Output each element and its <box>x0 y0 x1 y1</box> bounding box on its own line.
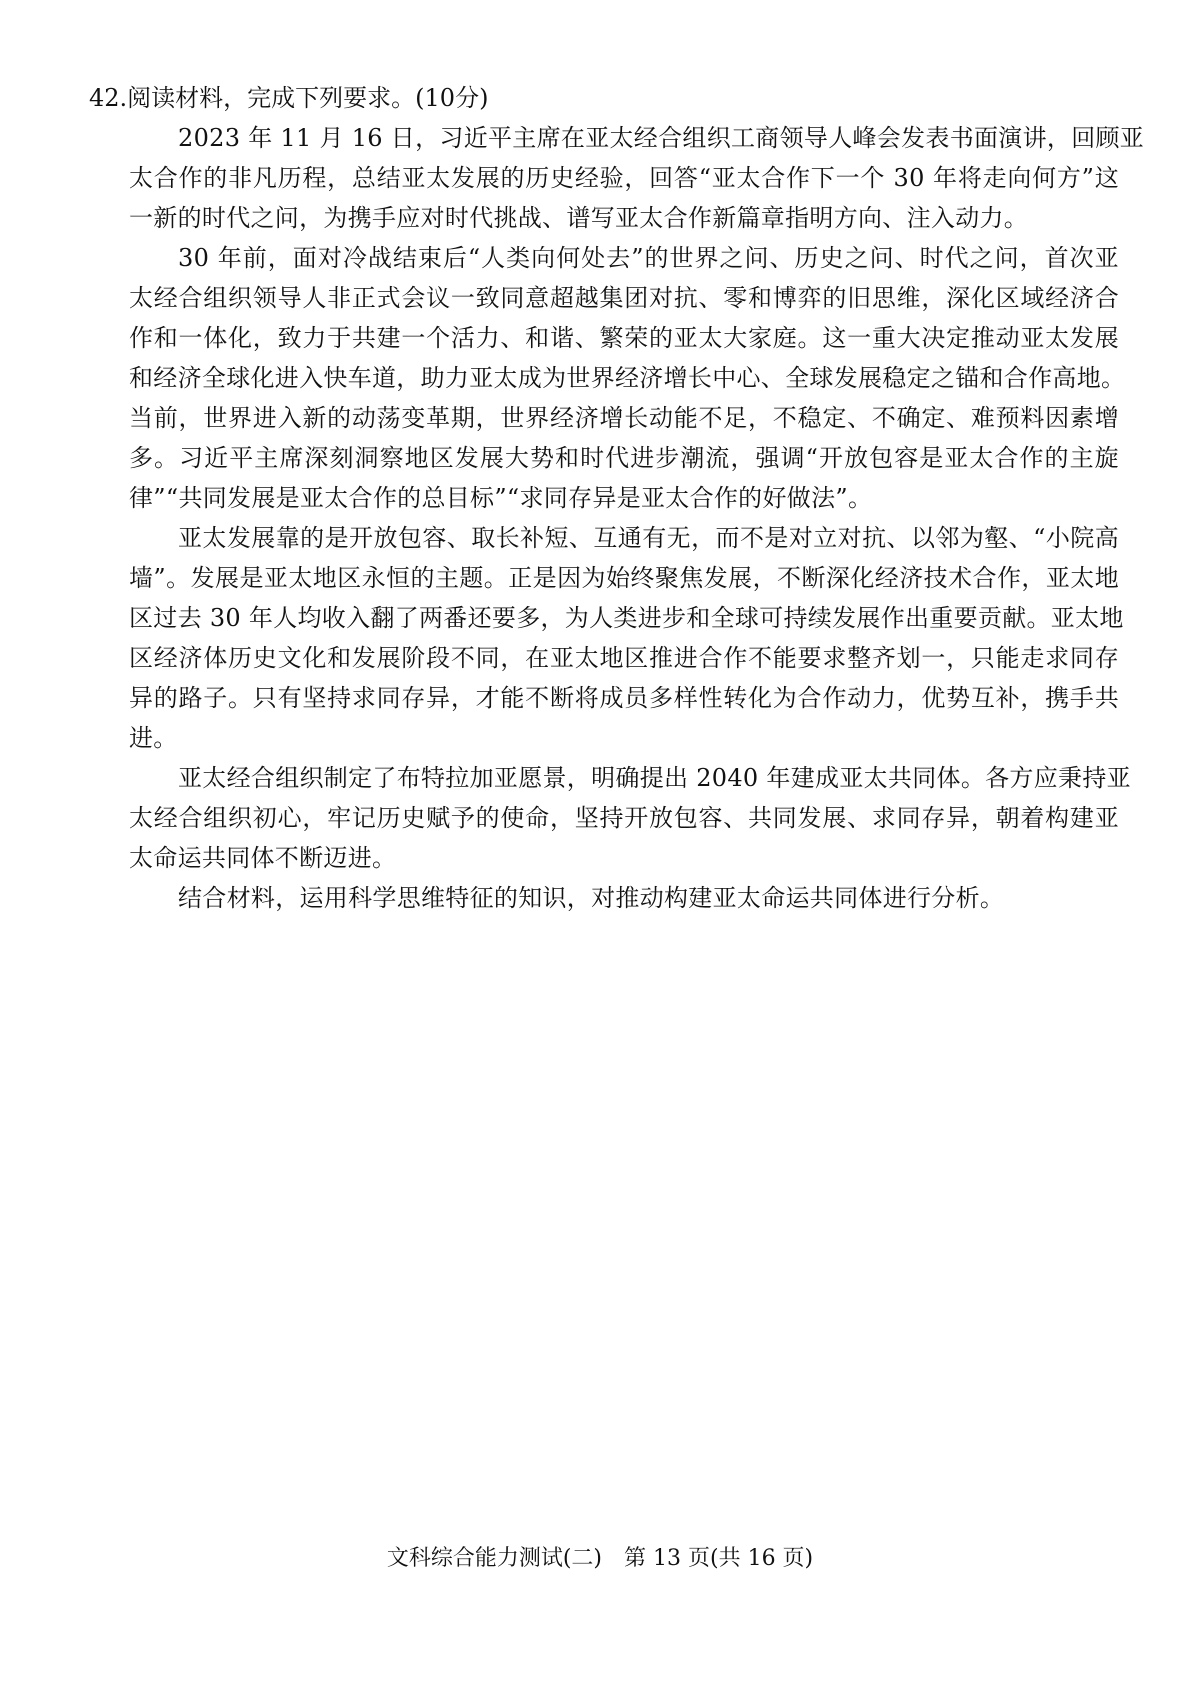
text-line: 太经合组织领导人非正式会议一致同意超越集团对抗、零和博弈的旧思维，深化区域经济合 <box>129 284 1119 312</box>
task-prompt <box>89 878 1119 918</box>
text-line: 区经济体历史文化和发展阶段不同，在亚太地区推进合作不能要求整齐划一，只能走求同存 <box>129 644 1119 672</box>
text-line: 2023 年 11 月 16 日，习近平主席在亚太经合组织工商领导人峰会发表书面演讲，回顾亚 <box>178 124 1145 152</box>
text-line: 太命运共同体不断迈进。 <box>129 844 397 872</box>
material-paragraph-3 <box>89 518 1124 758</box>
text-line: 进。 <box>129 724 178 752</box>
text-line: 太经合组织初心，牢记历史赋予的使命，坚持开放包容、共同发展、求同存异，朝着构建亚 <box>129 804 1119 832</box>
question-42 <box>89 78 1145 918</box>
text-line: 一新的时代之问，为携手应对时代挑战、谱写亚太合作新篇章指明方向、注入动力。 <box>129 204 1029 232</box>
page-footer: 文科综合能力测试(二) 第 13 页(共 16 页) <box>386 1546 814 1571</box>
text-line: 区过去 30 年人均收入翻了两番还要多，为人类进步和全球可持续发展作出重要贡献。亚太地 <box>129 604 1124 632</box>
question-header: 42.阅读材料，完成下列要求。(10分) <box>89 84 489 112</box>
material-paragraph-4 <box>89 758 1131 878</box>
material-paragraph-1 <box>89 118 1145 238</box>
text-line: 异的路子。只有坚持求同存异，才能不断将成员多样性转化为合作动力，优势互补，携手共 <box>129 684 1119 712</box>
text-line: 墙”。发展是亚太地区永恒的主题。正是因为始终聚焦发展，不断深化经济技术合作，亚太地 <box>129 564 1119 592</box>
text-line: 和经济全球化进入快车道，助力亚太成为世界经济增长中心、全球发展稳定之锚和合作高地。 <box>129 364 1126 392</box>
material-paragraph-2 <box>89 238 1126 518</box>
text-line: 亚太发展靠的是开放包容、取长补短、互通有无，而不是对立对抗、以邻为壑、“小院高 <box>178 524 1119 552</box>
text-line: 亚太经合组织制定了布特拉加亚愿景，明确提出 2040 年建成亚太共同体。各方应秉持亚 <box>178 764 1131 792</box>
text-line: 30 年前，面对冷战结束后“人类向何处去”的世界之问、历史之问、时代之问，首次亚 <box>178 244 1119 272</box>
text-line: 多。习近平主席深刻洞察地区发展大势和时代进步潮流，强调“开放包容是亚太合作的主旋 <box>129 444 1119 472</box>
text-line: 当前，世界进入新的动荡变革期，世界经济增长动能不足，不稳定、不确定、难预料因素增 <box>129 404 1119 432</box>
text-line: 结合材料，运用科学思维特征的知识，对推动构建亚太命运共同体进行分析。 <box>178 884 1005 912</box>
text-line: 作和一体化，致力于共建一个活力、和谐、繁荣的亚太大家庭。这一重大决定推动亚太发展 <box>129 324 1119 352</box>
text-line: 律”“共同发展是亚太合作的总目标”“求同存异是亚太合作的好做法”。 <box>129 484 873 512</box>
text-line: 太合作的非凡历程，总结亚太发展的历史经验，回答“亚太合作下一个 30 年将走向何方”这 <box>129 164 1119 192</box>
